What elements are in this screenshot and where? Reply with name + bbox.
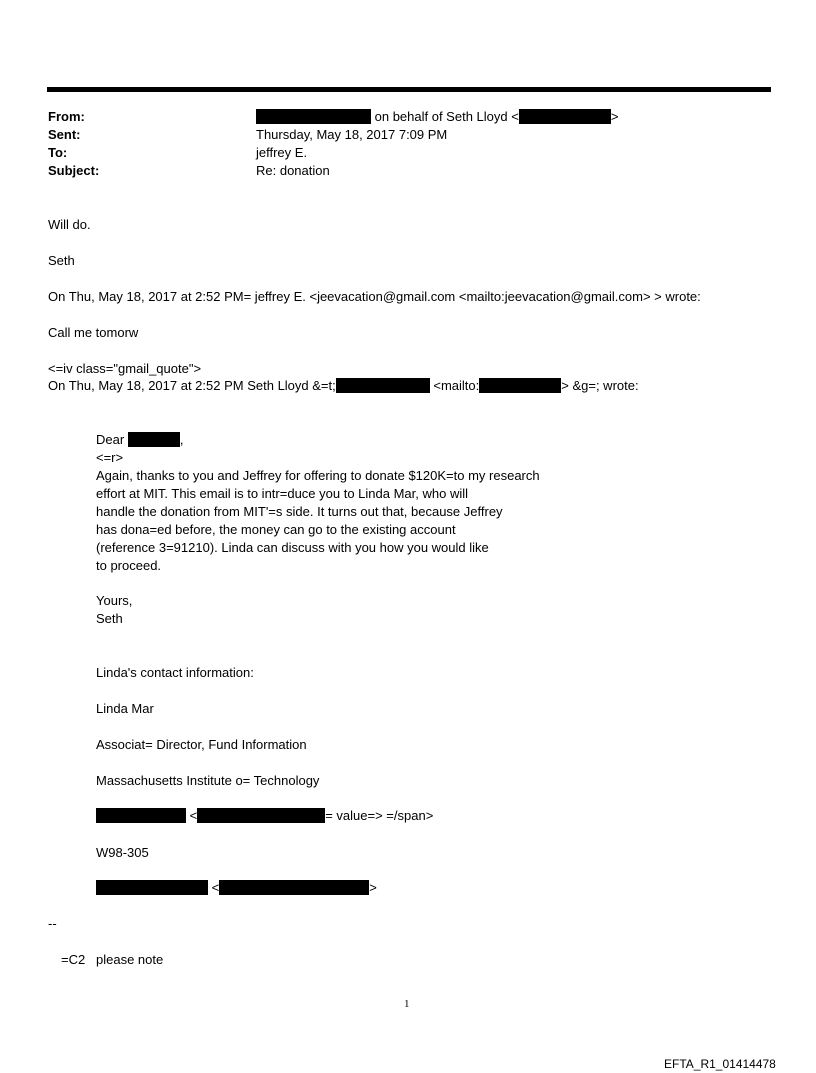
signature-dashes: --	[48, 916, 57, 931]
letter-line: effort at MIT. This email is to intr=duce you to Linda Mar, who will	[96, 486, 468, 501]
div-tag-text: <=iv class="gmail_quote">	[48, 361, 202, 376]
quote-header: On Thu, May 18, 2017 at 2:52 PM= jeffrey E. <jeevacation@gmail.com <mailto:jeevacation@gmail.com> > wrote:	[48, 289, 701, 304]
redaction-block	[219, 880, 369, 895]
from-close: >	[610, 109, 619, 124]
redaction-block	[479, 378, 561, 393]
subject-value: Re: donation	[256, 163, 330, 178]
contact-name: Linda Mar	[96, 701, 154, 716]
email-gt: >	[369, 880, 377, 895]
letter-signature: Seth	[96, 611, 123, 626]
quote2-mailto: <mailto:	[433, 378, 480, 393]
to-value: jeffrey E.	[256, 145, 308, 160]
call-text: Call me tomorw	[48, 325, 139, 340]
redaction-block	[197, 808, 325, 823]
page-number: 1	[404, 998, 410, 1010]
contact-phone-line	[96, 808, 433, 824]
phone-tail: = value=> =/span>	[325, 808, 434, 823]
phone-lt: <	[189, 808, 198, 823]
redaction-block	[256, 109, 371, 124]
letter-greeting	[96, 432, 183, 448]
from-value	[256, 109, 618, 125]
letter-line: to proceed.	[96, 558, 162, 573]
contact-title: Associat= Director, Fund Information	[96, 737, 307, 752]
sent-value: Thursday, May 18, 2017 7:09 PM	[256, 127, 448, 142]
dear-text: Dear	[96, 432, 125, 447]
letter-line: (reference 3=91210). Linda can discuss with you how you would like	[96, 540, 489, 555]
reply-text: Will do.	[48, 217, 91, 232]
from-label: From:	[48, 109, 85, 124]
to-label: To:	[48, 145, 68, 160]
dear-comma: ,	[179, 432, 184, 447]
quote2-pre: On Thu, May 18, 2017 at 2:52 PM Seth Lloyd &=t;	[48, 378, 336, 393]
c2-code: =C2	[61, 952, 86, 967]
letter-line: handle the donation from MIT'=s side. It turns out that, because Jeffrey	[96, 504, 503, 519]
subject-label: Subject:	[48, 163, 100, 178]
contact-room: W98-305	[96, 845, 149, 860]
header-rule	[47, 87, 771, 92]
please-note-text: please note	[96, 952, 164, 967]
redaction-block	[128, 432, 180, 447]
redaction-block	[336, 378, 430, 393]
reply-signoff: Seth	[48, 253, 75, 268]
br-tag-text: <=r>	[96, 450, 124, 465]
email-lt: <	[211, 880, 220, 895]
contact-email-line	[96, 880, 377, 896]
quote-header-2	[48, 378, 639, 394]
contact-org: Massachusetts Institute o= Technology	[96, 773, 320, 788]
contact-heading: Linda's contact information:	[96, 665, 254, 680]
from-text: on behalf of Seth Lloyd <	[374, 109, 519, 124]
letter-line: Again, thanks to you and Jeffrey for offering to donate $120K=to my research	[96, 468, 540, 483]
letter-line: has dona=ed before, the money can go to the existing account	[96, 522, 456, 537]
sent-label: Sent:	[48, 127, 81, 142]
redaction-block	[519, 109, 611, 124]
redaction-block	[96, 880, 208, 895]
quote2-post: > &g=; wrote:	[561, 378, 639, 393]
letter-closing: Yours,	[96, 593, 133, 608]
redaction-block	[96, 808, 186, 823]
document-id: EFTA_R1_01414478	[664, 1057, 776, 1071]
